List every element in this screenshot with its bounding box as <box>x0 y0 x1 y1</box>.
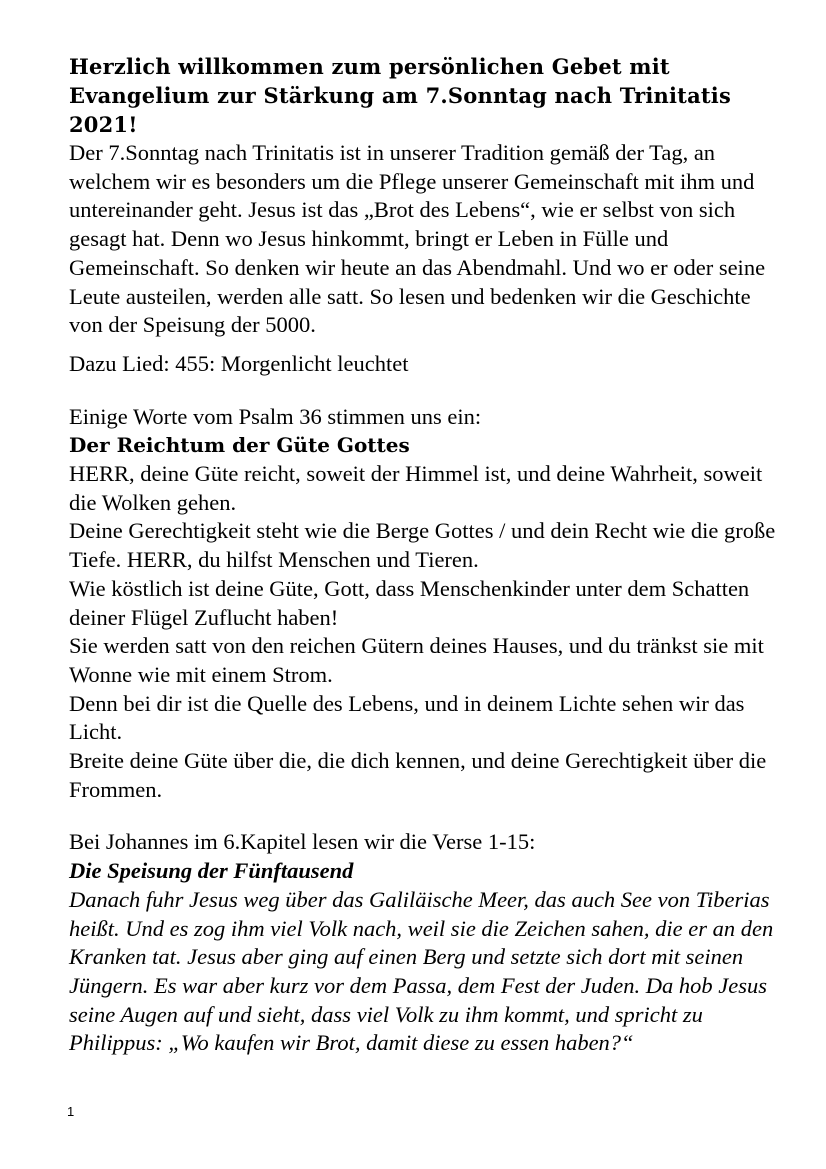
document-title: Herzlich willkommen zum persönlichen Gebet mit Evangelium zur Stärkung am 7.Sonntag nach Trinitatis 2021! <box>69 54 731 137</box>
psalm-verse: Sie werden satt von den reichen Gütern deines Hauses, und du tränkst sie mit Wonne wie mit einem Strom. <box>69 633 764 687</box>
gospel-intro: Bei Johannes im 6.Kapitel lesen wir die Verse 1-15: <box>69 829 536 855</box>
song-line: Dazu Lied: 455: Morgenlicht leuchtet <box>69 350 409 376</box>
intro-paragraph: Der 7.Sonntag nach Trinitatis ist in unserer Tradition gemäß der Tag, an welchem wir es besonders um die Pflege unserer Gemeinschaft mit ihm und untereinander geht. Jesus ist das „Brot des Lebens“, wie er selbst von sich gesagt hat. Denn wo Jesus hinkommt, bringt er Leben in Fülle und Gemeinschaft. So denken wir heute an das Abendmahl. Und wo er oder seine Leute austeilen, werden alle satt. So lesen und bedenken wir die Geschichte von der Speisung der 5000. <box>69 140 766 338</box>
psalm-verse: HERR, deine Güte reicht, soweit der Himmel ist, und deine Wahrheit, soweit die Wolken gehen. <box>69 461 763 515</box>
document-page <box>69 52 789 1058</box>
page-number: 1 <box>67 1104 75 1119</box>
psalm-verse: Breite deine Güte über die, die dich kennen, und deine Gerechtigkeit über die Frommen. <box>69 748 767 802</box>
gospel-heading: Die Speisung der Fünftausend <box>69 858 354 884</box>
psalm-heading: Der Reichtum der Güte Gottes <box>69 433 410 458</box>
psalm-verse: Deine Gerechtigkeit steht wie die Berge Gottes / und dein Recht wie die große Tiefe. HERR, du hilfst Menschen und Tieren. <box>69 518 776 573</box>
psalm-verse: Denn bei dir ist die Quelle des Lebens, und in deinem Lichte sehen wir das Licht. <box>69 690 745 745</box>
gospel-text: Danach fuhr Jesus weg über das Galiläische Meer, das auch See von Tiberias heißt. Und es zog ihm viel Volk nach, weil sie die Zeichen sahen, die er an den Kranken tat. Jesus aber ging auf einen Berg und setzte sich dort mit seinen Jüngern. Es war aber kurz vor dem Passa, dem Fest der Juden. Da hob Jesus seine Augen auf und sieht, dass viel Volk zu ihm kommt, und spricht zu Philippus: „Wo kaufen wir Brot, damit diese zu essen haben?“ <box>69 886 774 1056</box>
psalm-intro: Einige Worte vom Psalm 36 stimmen uns ein: <box>69 403 482 429</box>
psalm-verse: Wie köstlich ist deine Güte, Gott, dass Menschenkinder unter dem Schatten deiner Flügel Zuflucht haben! <box>69 575 750 630</box>
